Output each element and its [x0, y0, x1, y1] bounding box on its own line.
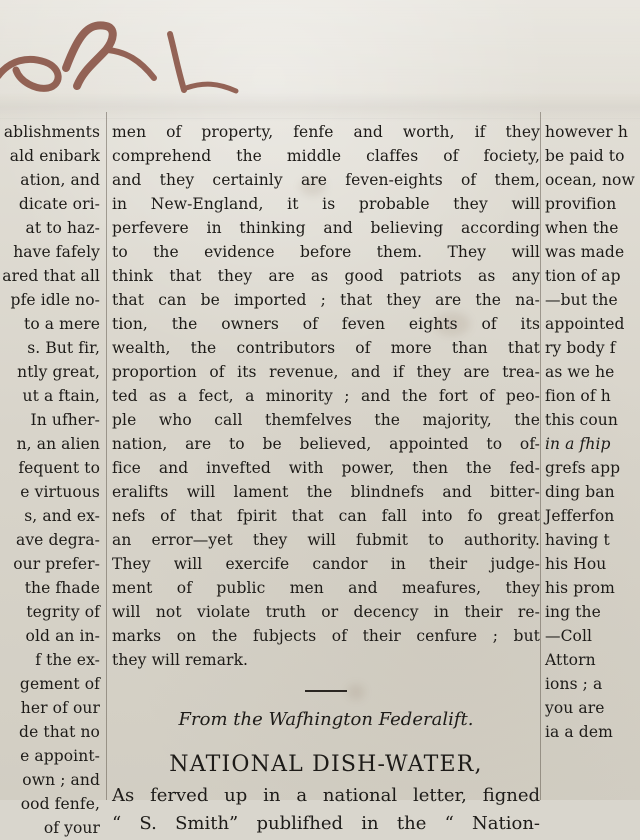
middle-column-line: ted as a fect, a minority ; and the fort of peo-	[112, 387, 540, 405]
left-column-line: n, an alien	[16, 435, 100, 453]
article-headline: NATIONAL DISH-WATER,	[169, 752, 483, 777]
right-column-line: grefs app	[545, 459, 621, 477]
middle-column-line: marks on the fubjects of their cenfure ; but	[112, 627, 540, 645]
middle-column-line: that can be imported ; that they are the na-	[112, 291, 540, 309]
left-column-line: s, and ex-	[24, 507, 100, 525]
left-column-line: e appoint-	[20, 747, 100, 765]
right-column-line: Attorn	[545, 651, 596, 669]
left-column-line: f the ex-	[35, 651, 100, 669]
right-column-line: ions ; a	[545, 675, 603, 693]
headline-subline: As ferved up in a national letter, figned	[112, 785, 540, 806]
right-column-line: fion of h	[545, 387, 611, 405]
middle-column-line: eralifts will lament the blindnefs and bitter-	[112, 483, 540, 501]
source-label: From the Wafhington Federalift.	[178, 709, 474, 730]
right-column-line: you are	[545, 699, 605, 717]
middle-column-line: wealth, the contributors of more than that	[112, 339, 540, 357]
right-column-line: this coun	[545, 411, 618, 429]
left-column-line: dicate ori-	[18, 195, 100, 213]
right-column-line: —Coll	[545, 627, 593, 645]
right-column-line: his prom	[545, 579, 615, 597]
right-column-line: however h	[545, 123, 628, 141]
middle-column-line: ple who call themfelves the majority, the	[112, 411, 540, 429]
left-column-line: ood fenfe,	[20, 795, 100, 813]
right-column-line: ia a dem	[545, 723, 613, 741]
middle-column-line: ment of public men and meafures, they	[112, 579, 540, 597]
right-column	[545, 120, 640, 744]
left-column-line: have fafely	[13, 243, 100, 261]
left-column-line: own ; and	[22, 771, 100, 789]
left-column-line: s. But fir,	[27, 339, 100, 357]
middle-column-line: comprehend the middle claffes of fociety,	[112, 147, 540, 165]
middle-column-line: proportion of its revenue, and if they are trea-	[112, 363, 540, 381]
middle-column-line: fice and invefted with power, then the fed-	[112, 459, 540, 477]
right-column-line: appointed	[545, 315, 625, 333]
right-column-line: when the	[545, 219, 619, 237]
column-divider-right	[540, 112, 541, 800]
left-column-line: to a mere	[23, 315, 100, 333]
section-separator	[305, 690, 347, 692]
middle-column-line: to the evidence before them. They will	[112, 243, 540, 261]
headline-subline: “ S. Smith” publifhed in the “ Nation-	[112, 813, 540, 834]
middle-column-line: think that they are as good patriots as any	[112, 267, 540, 285]
left-column-line: fequent to	[18, 459, 100, 477]
left-column-line: old an in-	[25, 627, 100, 645]
right-column-line: —but the	[545, 291, 618, 309]
left-column-line: of your	[43, 819, 100, 837]
middle-column-line: nefs of that fpirit that can fall into fo great	[112, 507, 540, 525]
right-column-line: having t	[545, 531, 610, 549]
right-column-line: ding ban	[545, 483, 615, 501]
middle-column	[112, 120, 540, 838]
left-column-line: ared that all	[2, 267, 100, 285]
middle-column-line: men of property, fenfe and worth, if they	[112, 123, 540, 141]
middle-column-line: and they certainly are feven-eights of them,	[112, 171, 540, 189]
left-column-line: pfe idle no-	[10, 291, 100, 309]
left-column-line: In ufher-	[30, 411, 100, 429]
left-column-line: her of our	[20, 699, 100, 717]
right-column-line: ing the	[545, 603, 601, 621]
left-column-line: tegrity of	[26, 603, 100, 621]
left-column-line: ut a ftain,	[22, 387, 100, 405]
middle-column-line: they will remark.	[112, 651, 249, 669]
left-column-line: gement of	[19, 675, 100, 693]
left-column-line: our prefer-	[13, 555, 100, 573]
right-column-line: ocean, now	[545, 171, 635, 189]
left-column-line: at to haz-	[25, 219, 100, 237]
middle-column-line: nation, are to be believed, appointed to of-	[112, 435, 540, 453]
right-column-line: his Hou	[545, 555, 607, 573]
left-column-line: the fhade	[24, 579, 100, 597]
left-column-line: ation, and	[20, 171, 100, 189]
right-column-line: be paid to	[545, 147, 625, 165]
right-column-line: was made	[545, 243, 625, 261]
right-column-line: tion of ap	[545, 267, 621, 285]
right-column-line: provifion	[545, 195, 617, 213]
left-column	[0, 120, 100, 840]
left-column-line: e virtuous	[20, 483, 100, 501]
left-column-line: ald enibark	[9, 147, 100, 165]
right-column-line: as we he	[545, 363, 615, 381]
right-column-line: ry body f	[545, 339, 616, 357]
left-column-line: ablishments	[3, 123, 100, 141]
middle-column-line: perfevere in thinking and believing according	[112, 219, 540, 237]
column-divider-left	[106, 112, 107, 800]
middle-column-line: tion, the owners of feven eights of its	[112, 315, 540, 333]
middle-column-line: in New-England, it is probable they will	[112, 195, 540, 213]
ink-handwriting-icon	[0, 8, 260, 103]
left-column-line: de that no	[19, 723, 100, 741]
left-column-line: ntly great,	[17, 363, 100, 381]
right-column-line: in a fhip	[545, 435, 611, 453]
middle-column-line: an error—yet they will fubmit to authority.	[112, 531, 540, 549]
middle-column-line: will not violate truth or decency in their re-	[112, 603, 540, 621]
middle-column-line: They will exercife candor in their judge-	[112, 555, 540, 573]
right-column-line: Jefferfon	[545, 507, 615, 525]
left-column-line: ave degra-	[15, 531, 100, 549]
